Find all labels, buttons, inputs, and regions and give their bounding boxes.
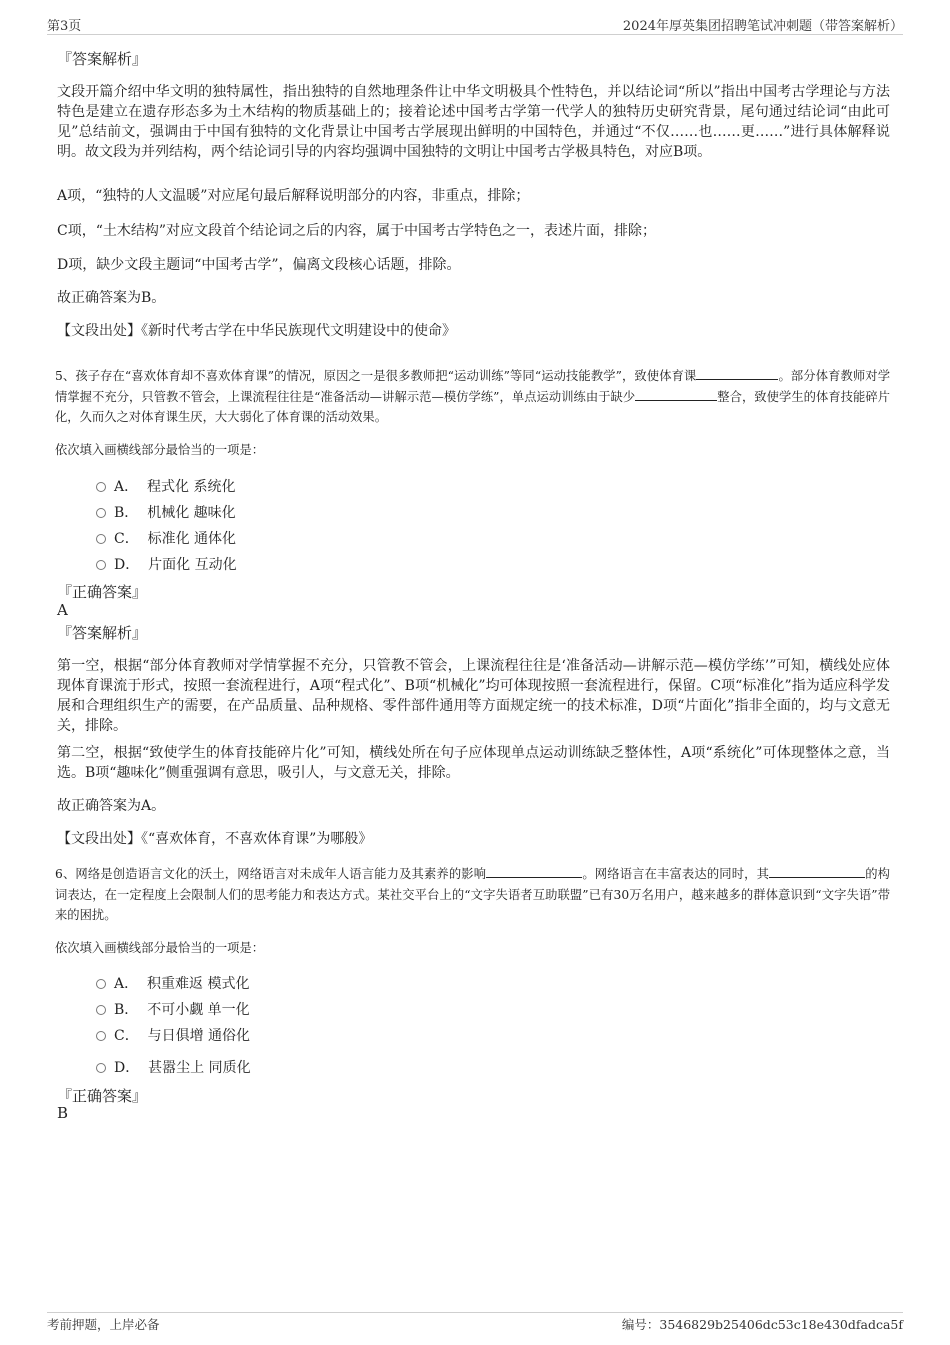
radio-icon[interactable] — [96, 1031, 106, 1041]
radio-icon[interactable] — [96, 560, 106, 570]
q5-option-a[interactable]: A． 程式化 系统化 — [96, 477, 235, 497]
page-footer — [47, 1312, 903, 1332]
q4-analysis-label: 『答案解析』 — [57, 50, 148, 68]
page-header — [47, 14, 903, 35]
q6-blank-2 — [769, 865, 865, 878]
q6-stem: 6、网络是创造语言文化的沃土，网络语言对未成年人语言能力及其素养的影响 。网络语言在丰富表达的同时，其 的构词表达，在一定程度上会限制人们的思考能力和表达方式。某社交平台上的“文字失语者互助联盟”已有30万名用户，越来越多的群体意识到“文字失语”带来的困扰。 — [55, 867, 890, 922]
q6-option-c[interactable]: C． 与日俱增 通俗化 — [96, 1026, 250, 1046]
q6-correct-label: 『正确答案』 — [57, 1087, 148, 1105]
radio-icon[interactable] — [96, 482, 106, 492]
q4-analysis-p3: C项，“土木结构”对应文段首个结论词之后的内容，属于中国考古学特色之一，表述片面，排除； — [57, 223, 657, 239]
radio-icon[interactable] — [96, 1063, 106, 1073]
q5-analysis-p2: 第二空，根据“致使学生的体育技能碎片化”可知，横线处所在句子应体现单点运动训练缺乏整体性，A项“系统化”可体现整体之意，当选。B项“趣味化”侧重强调有意思，吸引人，与文意无关，排除。 — [57, 745, 890, 781]
q6-prompt: 依次填入画横线部分最恰当的一项是： — [55, 941, 265, 955]
q6-blank-1 — [486, 865, 582, 878]
q5-correct-label: 『正确答案』 — [57, 583, 148, 601]
radio-icon[interactable] — [96, 508, 106, 518]
q4-analysis-p1: 文段开篇介绍中华文明的独特属性，指出独特的自然地理条件让中华文明极具个性特色，并以结论词“所以”指出中国考古学理论与方法特色是建立在遗存形态多为土木结构的物质基础上的；接着论述中国考古学第一代学人的独特历史研究背景，尾句通过结论词“由此可见”总结前文，强调由于中国有独特的文化背景让中国考古学展现出鲜明的中国特色，并通过“不仅……也……更……”进行具体解释说明。故文段为并列结构，两个结论词引导的内容均强调中国独特的文明让中国考古学极具特色，对应B项。 — [57, 84, 890, 160]
q5-prompt: 依次填入画横线部分最恰当的一项是： — [55, 443, 265, 457]
q6-option-d[interactable]: D． 甚嚣尘上 同质化 — [96, 1058, 251, 1078]
footer-slogan: 考前押题，上岸必备 — [47, 1317, 160, 1332]
q5-option-c[interactable]: C． 标准化 通体化 — [96, 529, 236, 549]
q6-correct-answer: B — [57, 1104, 69, 1122]
q5-option-b[interactable]: B． 机械化 趣味化 — [96, 503, 236, 523]
q5-analysis-p1: 第一空，根据“部分体育教师对学情掌握不充分，只管教不管会，上课流程往往是‘准备活动—讲解示范—模仿学练’”可知，横线处应体现体育课流于形式，按照一套流程进行，A项“程式化”、B项“机械化”均可体现按照一套流程进行，保留。C项“标准化”指为适应科学发展和合理组织生产的需要，在产品质量、品种规格、零件部件通用等方面规定统一的技术标准，D项“片面化”指非全面的，均与文意无关，排除。 — [57, 658, 890, 734]
q4-source: 【文段出处】《新时代考古学在中华民族现代文明建设中的使命》 — [57, 323, 456, 339]
q6-option-b[interactable]: B． 不可小觑 单一化 — [96, 1000, 250, 1020]
q5-stem: 5、孩子存在“喜欢体育却不喜欢体育课”的情况，原因之一是很多教师把“运动训练”等同“运动技能教学”，致使体育课 。部分体育教师对学情掌握不充分，只管教不管会，上课流程往往是“准备活动—讲解示范—模仿学练”，单点运动训练由于缺少 整合，致使学生的体育技能碎片化，久而久之对体育课生厌，大大弱化了体育课的活动效果。 — [55, 369, 890, 424]
q5-answer-line: 故正确答案为A。 — [57, 798, 166, 814]
radio-icon[interactable] — [96, 1005, 106, 1015]
q5-analysis-label: 『答案解析』 — [57, 624, 148, 642]
q5-blank-1 — [696, 367, 778, 380]
page-number: 第3页 — [47, 19, 82, 34]
q5-source: 【文段出处】《“喜欢体育，不喜欢体育课”为哪般》 — [57, 831, 373, 847]
document-title: 2024年厚英集团招聘笔试冲刺题（带答案解析） — [622, 19, 903, 34]
radio-icon[interactable] — [96, 979, 106, 989]
document-id: 编号：3546829b25406dc53c18e430dfadca5f — [621, 1317, 903, 1332]
q4-analysis-p2: A项，“独特的人文温暖”对应尾句最后解释说明部分的内容，非重点，排除； — [57, 188, 530, 204]
radio-icon[interactable] — [96, 534, 106, 544]
q5-correct-answer: A — [57, 601, 68, 619]
q4-analysis-p4: D项，缺少文段主题词“中国考古学”，偏离文段核心话题，排除。 — [57, 257, 461, 273]
q5-blank-2 — [635, 388, 717, 401]
q5-option-d[interactable]: D． 片面化 互动化 — [96, 555, 237, 575]
q6-option-a[interactable]: A． 积重难返 模式化 — [96, 974, 249, 994]
q4-answer-line: 故正确答案为B。 — [57, 290, 166, 306]
